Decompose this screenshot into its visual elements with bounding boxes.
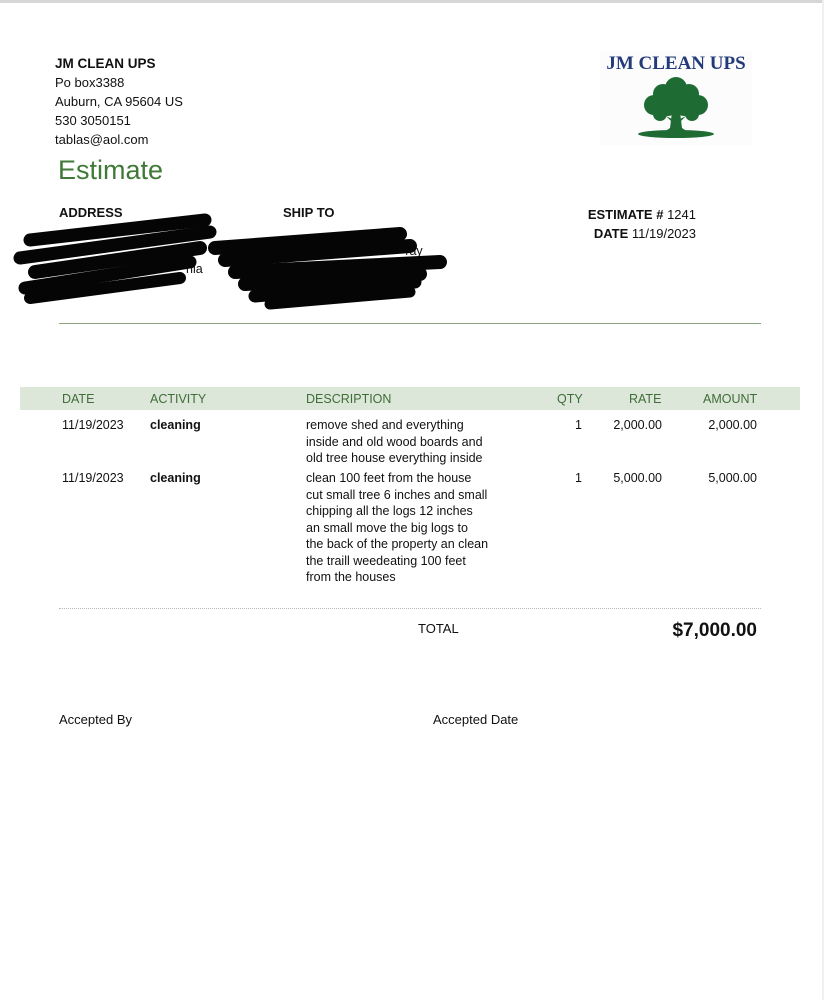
row-qty: 1 bbox=[575, 471, 582, 485]
row-description bbox=[306, 470, 516, 586]
row-date: 11/19/2023 bbox=[62, 418, 124, 432]
ship-to-label: SHIP TO bbox=[283, 205, 335, 220]
company-phone: 530 3050151 bbox=[55, 113, 131, 128]
row-qty: 1 bbox=[575, 418, 582, 432]
header-qty: QTY bbox=[557, 392, 583, 406]
row-amount: 5,000.00 bbox=[708, 471, 757, 485]
tree-icon bbox=[630, 74, 722, 142]
row-rate: 2,000.00 bbox=[613, 418, 662, 432]
description-line: clean 100 feet from the house bbox=[306, 471, 472, 485]
table-header-band bbox=[20, 387, 800, 410]
estimate-number: 1241 bbox=[667, 207, 696, 222]
header-activity: ACTIVITY bbox=[150, 392, 207, 406]
company-logo bbox=[600, 50, 752, 145]
estimate-date: 11/19/2023 bbox=[631, 226, 696, 241]
row-description bbox=[306, 417, 516, 467]
accepted-by-label: Accepted By bbox=[59, 712, 132, 727]
description-line: the back of the property an clean bbox=[306, 537, 489, 551]
description-line: chipping all the logs 12 inches bbox=[306, 504, 473, 518]
row-activity: cleaning bbox=[150, 471, 201, 485]
row-activity: cleaning bbox=[150, 418, 201, 432]
description-line: from the houses bbox=[306, 570, 396, 584]
description-line: an small move the big logs to bbox=[306, 520, 468, 535]
description-line: cut small tree 6 inches and small bbox=[306, 487, 488, 502]
redacted-peek-text: /ay bbox=[406, 244, 423, 258]
page-top-border bbox=[0, 0, 824, 3]
logo-text: JM CLEAN UPS bbox=[606, 53, 746, 74]
estimate-meta bbox=[588, 205, 696, 243]
header-amount: AMOUNT bbox=[703, 392, 758, 406]
description-line: inside and old wood boards and bbox=[306, 434, 483, 449]
total-divider bbox=[59, 608, 761, 609]
estimate-number-label: ESTIMATE # bbox=[587, 207, 664, 222]
description-line: remove shed and everything bbox=[306, 418, 464, 432]
total-amount: $7,000.00 bbox=[672, 620, 757, 641]
header-rate: RATE bbox=[629, 392, 662, 406]
company-address-line1: Po box3388 bbox=[55, 75, 125, 90]
row-date: 11/19/2023 bbox=[62, 471, 124, 485]
estimate-date-label: DATE bbox=[593, 226, 629, 241]
row-amount: 2,000.00 bbox=[708, 418, 757, 432]
accepted-date-label: Accepted Date bbox=[433, 712, 519, 727]
total-label: TOTAL bbox=[418, 621, 459, 636]
company-address-line2: Auburn, CA 95604 US bbox=[55, 94, 183, 109]
header-description: DESCRIPTION bbox=[306, 392, 392, 406]
header-date: DATE bbox=[62, 392, 95, 406]
redaction-marks bbox=[0, 200, 460, 320]
address-label: ADDRESS bbox=[59, 205, 123, 220]
row-rate: 5,000.00 bbox=[613, 471, 662, 485]
redacted-peek-text: nia bbox=[186, 262, 203, 276]
description-line: the traill weedeating 100 feet bbox=[306, 553, 466, 568]
company-name: JM CLEAN UPS bbox=[55, 56, 156, 71]
description-line: old tree house everything inside bbox=[306, 451, 483, 465]
document-title: Estimate bbox=[58, 155, 164, 185]
company-block bbox=[55, 54, 183, 149]
company-email: tablas@aol.com bbox=[55, 132, 149, 147]
section-divider bbox=[59, 323, 761, 324]
